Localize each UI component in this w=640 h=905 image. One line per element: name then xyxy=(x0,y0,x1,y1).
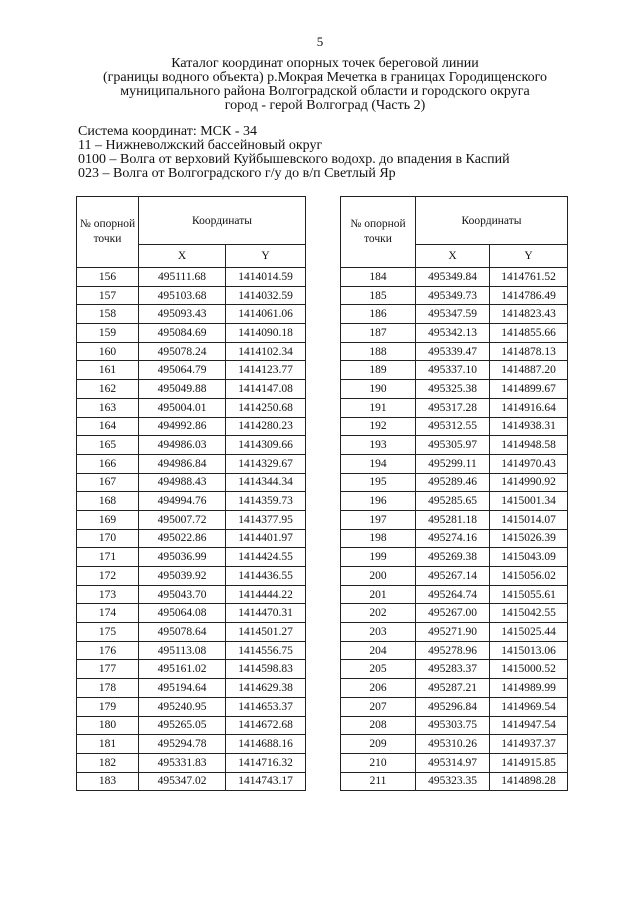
y-coordinate-cell: 1414969.54 xyxy=(490,697,568,716)
table-row xyxy=(77,660,306,679)
table-row xyxy=(77,473,306,492)
point-number-cell: 204 xyxy=(341,641,416,660)
point-number-cell: 189 xyxy=(341,361,416,380)
y-coordinate-cell: 1414743.17 xyxy=(226,772,306,791)
point-number-cell: 170 xyxy=(77,529,139,548)
y-coordinate-cell: 1414938.31 xyxy=(490,417,568,436)
table-row xyxy=(341,454,568,473)
table-row xyxy=(341,342,568,361)
point-number-cell: 182 xyxy=(77,753,139,772)
y-coordinate-cell: 1415025.44 xyxy=(490,623,568,642)
point-number-cell: 208 xyxy=(341,716,416,735)
point-number-cell: 194 xyxy=(341,454,416,473)
point-number-cell: 211 xyxy=(341,772,416,791)
point-number-cell: 172 xyxy=(77,567,139,586)
table-row xyxy=(341,735,568,754)
coordinates-table-right xyxy=(340,196,568,791)
document-title xyxy=(60,57,590,113)
table-row xyxy=(341,417,568,436)
table-row xyxy=(77,510,306,529)
y-coordinate-cell: 1414823.43 xyxy=(490,305,568,324)
x-coordinate-cell: 495022.86 xyxy=(139,529,226,548)
point-number-cell: 195 xyxy=(341,473,416,492)
table-row xyxy=(341,268,568,287)
point-number-cell: 167 xyxy=(77,473,139,492)
table-row xyxy=(341,753,568,772)
point-number-cell: 171 xyxy=(77,548,139,567)
table-row xyxy=(77,417,306,436)
coordinates-header: Координаты xyxy=(139,197,306,245)
point-number-cell: 178 xyxy=(77,679,139,698)
point-number-cell: 176 xyxy=(77,641,139,660)
y-coordinate-cell: 1415043.09 xyxy=(490,548,568,567)
point-number-cell: 163 xyxy=(77,398,139,417)
x-coordinate-cell: 495349.73 xyxy=(416,286,490,305)
point-number-cell: 158 xyxy=(77,305,139,324)
point-number-cell: 187 xyxy=(341,324,416,343)
x-column-header: X xyxy=(416,245,490,268)
table-row xyxy=(341,361,568,380)
x-coordinate-cell: 495240.95 xyxy=(139,697,226,716)
y-coordinate-cell: 1414309.66 xyxy=(226,436,306,455)
table-row xyxy=(77,324,306,343)
table-row xyxy=(341,286,568,305)
point-number-cell: 188 xyxy=(341,342,416,361)
x-coordinate-cell: 495312.55 xyxy=(416,417,490,436)
point-number-cell: 207 xyxy=(341,697,416,716)
sub-basin-line: 023 – Волга от Волгоградского г/у до в/п Светлый Яр xyxy=(78,166,396,181)
table-row xyxy=(341,604,568,623)
table-row xyxy=(341,305,568,324)
y-coordinate-cell: 1414377.95 xyxy=(226,510,306,529)
point-number-cell: 191 xyxy=(341,398,416,417)
x-coordinate-cell: 495084.69 xyxy=(139,324,226,343)
y-coordinate-cell: 1414359.73 xyxy=(226,492,306,511)
point-number-cell: 192 xyxy=(341,417,416,436)
point-number-cell: 157 xyxy=(77,286,139,305)
point-number-cell: 210 xyxy=(341,753,416,772)
point-number-cell: 203 xyxy=(341,623,416,642)
y-coordinate-cell: 1414014.59 xyxy=(226,268,306,287)
table-row xyxy=(77,716,306,735)
point-number-cell: 156 xyxy=(77,268,139,287)
x-coordinate-cell: 495078.64 xyxy=(139,623,226,642)
y-coordinate-cell: 1414556.75 xyxy=(226,641,306,660)
y-coordinate-cell: 1414916.64 xyxy=(490,398,568,417)
x-coordinate-cell: 495299.11 xyxy=(416,454,490,473)
x-coordinate-cell: 494986.03 xyxy=(139,436,226,455)
y-coordinate-cell: 1415026.39 xyxy=(490,529,568,548)
y-coordinate-cell: 1414501.27 xyxy=(226,623,306,642)
y-coordinate-cell: 1414147.08 xyxy=(226,380,306,399)
point-number-cell: 159 xyxy=(77,324,139,343)
title-line: муниципального района Волгоградской области и городского округа xyxy=(120,84,530,99)
table-row xyxy=(341,660,568,679)
point-number-cell: 201 xyxy=(341,585,416,604)
y-coordinate-cell: 1415014.07 xyxy=(490,510,568,529)
x-coordinate-cell: 495111.68 xyxy=(139,268,226,287)
y-coordinate-cell: 1414887.20 xyxy=(490,361,568,380)
y-coordinate-cell: 1414898.28 xyxy=(490,772,568,791)
x-coordinate-cell: 495331.83 xyxy=(139,753,226,772)
y-coordinate-cell: 1414948.58 xyxy=(490,436,568,455)
x-coordinate-cell: 495314.97 xyxy=(416,753,490,772)
y-coordinate-cell: 1414688.16 xyxy=(226,735,306,754)
x-coordinate-cell: 495269.38 xyxy=(416,548,490,567)
table-row xyxy=(77,342,306,361)
table-row xyxy=(341,510,568,529)
point-number-cell: 199 xyxy=(341,548,416,567)
x-coordinate-cell: 495278.96 xyxy=(416,641,490,660)
point-number-cell: 184 xyxy=(341,268,416,287)
y-coordinate-cell: 1414786.49 xyxy=(490,286,568,305)
point-number-cell: 180 xyxy=(77,716,139,735)
point-number-cell: 169 xyxy=(77,510,139,529)
x-coordinate-cell: 495078.24 xyxy=(139,342,226,361)
point-number-cell: 185 xyxy=(341,286,416,305)
point-number-cell: 173 xyxy=(77,585,139,604)
table-row xyxy=(77,641,306,660)
x-coordinate-cell: 495339.47 xyxy=(416,342,490,361)
y-coordinate-cell: 1415055.61 xyxy=(490,585,568,604)
y-coordinate-cell: 1414444.22 xyxy=(226,585,306,604)
point-number-cell: 162 xyxy=(77,380,139,399)
y-coordinate-cell: 1415013.06 xyxy=(490,641,568,660)
point-number-header: № опорной точки xyxy=(77,197,139,268)
x-coordinate-cell: 495093.43 xyxy=(139,305,226,324)
point-number-cell: 161 xyxy=(77,361,139,380)
point-number-cell: 160 xyxy=(77,342,139,361)
y-coordinate-cell: 1414344.34 xyxy=(226,473,306,492)
table-row xyxy=(341,679,568,698)
table-row xyxy=(341,398,568,417)
point-number-cell: 202 xyxy=(341,604,416,623)
x-coordinate-cell: 495283.37 xyxy=(416,660,490,679)
x-coordinate-cell: 495285.65 xyxy=(416,492,490,511)
point-number-cell: 190 xyxy=(341,380,416,399)
y-coordinate-cell: 1415000.52 xyxy=(490,660,568,679)
table-row xyxy=(341,567,568,586)
table-row xyxy=(341,623,568,642)
y-coordinate-cell: 1414436.55 xyxy=(226,567,306,586)
x-coordinate-cell: 495049.88 xyxy=(139,380,226,399)
table-row xyxy=(77,436,306,455)
table-row xyxy=(77,380,306,399)
x-coordinate-cell: 495271.90 xyxy=(416,623,490,642)
y-coordinate-cell: 1414250.68 xyxy=(226,398,306,417)
y-coordinate-cell: 1414947.54 xyxy=(490,716,568,735)
x-coordinate-cell: 495303.75 xyxy=(416,716,490,735)
x-coordinate-cell: 495296.84 xyxy=(416,697,490,716)
table-row xyxy=(341,473,568,492)
y-coordinate-cell: 1415001.34 xyxy=(490,492,568,511)
table-row xyxy=(77,679,306,698)
x-coordinate-cell: 495113.08 xyxy=(139,641,226,660)
y-coordinate-cell: 1414280.23 xyxy=(226,417,306,436)
y-coordinate-cell: 1414629.38 xyxy=(226,679,306,698)
table-row xyxy=(341,716,568,735)
y-coordinate-cell: 1414401.97 xyxy=(226,529,306,548)
table-row xyxy=(77,305,306,324)
x-coordinate-cell: 495267.00 xyxy=(416,604,490,623)
x-coordinate-cell: 495323.35 xyxy=(416,772,490,791)
point-number-cell: 181 xyxy=(77,735,139,754)
x-coordinate-cell: 495342.13 xyxy=(416,324,490,343)
x-coordinate-cell: 495264.74 xyxy=(416,585,490,604)
table-row xyxy=(341,585,568,604)
table-row xyxy=(341,324,568,343)
point-number-cell: 174 xyxy=(77,604,139,623)
title-line: (границы водного объекта) р.Мокрая Мечетка в границах Городищенского xyxy=(102,70,547,85)
x-coordinate-cell: 495294.78 xyxy=(139,735,226,754)
y-column-header: Y xyxy=(490,245,568,268)
x-coordinate-cell: 495317.28 xyxy=(416,398,490,417)
point-number-cell: 206 xyxy=(341,679,416,698)
table-row xyxy=(77,772,306,791)
table-row xyxy=(77,361,306,380)
x-coordinate-cell: 495347.02 xyxy=(139,772,226,791)
table-row xyxy=(77,735,306,754)
table-row xyxy=(77,548,306,567)
point-number-cell: 164 xyxy=(77,417,139,436)
table-row xyxy=(341,529,568,548)
title-line: Каталог координат опорных точек береговой линии xyxy=(171,56,479,71)
y-coordinate-cell: 1415056.02 xyxy=(490,567,568,586)
point-number-cell: 205 xyxy=(341,660,416,679)
x-coordinate-cell: 495064.08 xyxy=(139,604,226,623)
table-row xyxy=(341,641,568,660)
x-coordinate-cell: 495161.02 xyxy=(139,660,226,679)
point-number-cell: 198 xyxy=(341,529,416,548)
y-coordinate-cell: 1414989.99 xyxy=(490,679,568,698)
x-coordinate-cell: 495347.59 xyxy=(416,305,490,324)
x-coordinate-cell: 495267.14 xyxy=(416,567,490,586)
title-line: город - герой Волгоград (Часть 2) xyxy=(224,98,426,113)
x-coordinate-cell: 494988.43 xyxy=(139,473,226,492)
point-number-cell: 165 xyxy=(77,436,139,455)
point-number-cell: 186 xyxy=(341,305,416,324)
x-coordinate-cell: 494992.86 xyxy=(139,417,226,436)
y-coordinate-cell: 1414761.52 xyxy=(490,268,568,287)
x-coordinate-cell: 495064.79 xyxy=(139,361,226,380)
x-coordinate-cell: 495004.01 xyxy=(139,398,226,417)
table-row xyxy=(77,492,306,511)
coordinate-system-line: Система координат: МСК - 34 xyxy=(78,124,258,139)
table-row xyxy=(77,604,306,623)
table-row xyxy=(341,436,568,455)
coordinates-table-left xyxy=(76,196,306,791)
x-column-header: X xyxy=(139,245,226,268)
point-number-cell: 200 xyxy=(341,567,416,586)
point-number-cell: 196 xyxy=(341,492,416,511)
x-coordinate-cell: 495007.72 xyxy=(139,510,226,529)
y-coordinate-cell: 1414102.34 xyxy=(226,342,306,361)
table-row xyxy=(77,398,306,417)
y-coordinate-cell: 1414672.68 xyxy=(226,716,306,735)
y-coordinate-cell: 1414716.32 xyxy=(226,753,306,772)
table-row xyxy=(341,380,568,399)
point-number-cell: 168 xyxy=(77,492,139,511)
x-coordinate-cell: 495289.46 xyxy=(416,473,490,492)
table-row xyxy=(341,772,568,791)
river-basin-line: 0100 – Волга от верховий Куйбышевского водохр. до впадения в Каспий xyxy=(78,152,510,167)
x-coordinate-cell: 495305.97 xyxy=(416,436,490,455)
y-coordinate-cell: 1414090.18 xyxy=(226,324,306,343)
point-number-cell: 179 xyxy=(77,697,139,716)
y-coordinate-cell: 1414061.06 xyxy=(226,305,306,324)
table-row xyxy=(77,753,306,772)
basin-district-line: 11 – Нижневолжский бассейновый округ xyxy=(78,138,323,153)
y-coordinate-cell: 1414598.83 xyxy=(226,660,306,679)
y-coordinate-cell: 1414424.55 xyxy=(226,548,306,567)
x-coordinate-cell: 495349.84 xyxy=(416,268,490,287)
table-row xyxy=(77,268,306,287)
point-number-cell: 197 xyxy=(341,510,416,529)
x-coordinate-cell: 494994.76 xyxy=(139,492,226,511)
y-coordinate-cell: 1415042.55 xyxy=(490,604,568,623)
y-coordinate-cell: 1414970.43 xyxy=(490,454,568,473)
y-coordinate-cell: 1414990.92 xyxy=(490,473,568,492)
coordinates-header: Координаты xyxy=(416,197,568,245)
table-row xyxy=(77,697,306,716)
x-coordinate-cell: 495194.64 xyxy=(139,679,226,698)
table-row xyxy=(341,548,568,567)
coordinate-system-info xyxy=(78,125,598,181)
x-coordinate-cell: 495036.99 xyxy=(139,548,226,567)
table-row xyxy=(77,623,306,642)
x-coordinate-cell: 495265.05 xyxy=(139,716,226,735)
y-column-header: Y xyxy=(226,245,306,268)
point-number-cell: 209 xyxy=(341,735,416,754)
table-row xyxy=(341,697,568,716)
table-row xyxy=(77,454,306,473)
x-coordinate-cell: 494986.84 xyxy=(139,454,226,473)
x-coordinate-cell: 495325.38 xyxy=(416,380,490,399)
y-coordinate-cell: 1414937.37 xyxy=(490,735,568,754)
y-coordinate-cell: 1414470.31 xyxy=(226,604,306,623)
y-coordinate-cell: 1414123.77 xyxy=(226,361,306,380)
y-coordinate-cell: 1414329.67 xyxy=(226,454,306,473)
y-coordinate-cell: 1414899.67 xyxy=(490,380,568,399)
y-coordinate-cell: 1414855.66 xyxy=(490,324,568,343)
point-number-cell: 183 xyxy=(77,772,139,791)
point-number-cell: 193 xyxy=(341,436,416,455)
page-number: 5 xyxy=(316,34,324,49)
x-coordinate-cell: 495103.68 xyxy=(139,286,226,305)
x-coordinate-cell: 495337.10 xyxy=(416,361,490,380)
x-coordinate-cell: 495281.18 xyxy=(416,510,490,529)
y-coordinate-cell: 1414915.85 xyxy=(490,753,568,772)
table-row xyxy=(341,492,568,511)
x-coordinate-cell: 495310.26 xyxy=(416,735,490,754)
table-row xyxy=(77,286,306,305)
point-number-cell: 166 xyxy=(77,454,139,473)
point-number-cell: 175 xyxy=(77,623,139,642)
x-coordinate-cell: 495039.92 xyxy=(139,567,226,586)
y-coordinate-cell: 1414653.37 xyxy=(226,697,306,716)
table-row xyxy=(77,529,306,548)
y-coordinate-cell: 1414032.59 xyxy=(226,286,306,305)
table-row xyxy=(77,585,306,604)
table-row xyxy=(77,567,306,586)
point-number-cell: 177 xyxy=(77,660,139,679)
x-coordinate-cell: 495043.70 xyxy=(139,585,226,604)
point-number-header: № опорной точки xyxy=(341,197,416,268)
y-coordinate-cell: 1414878.13 xyxy=(490,342,568,361)
x-coordinate-cell: 495274.16 xyxy=(416,529,490,548)
x-coordinate-cell: 495287.21 xyxy=(416,679,490,698)
